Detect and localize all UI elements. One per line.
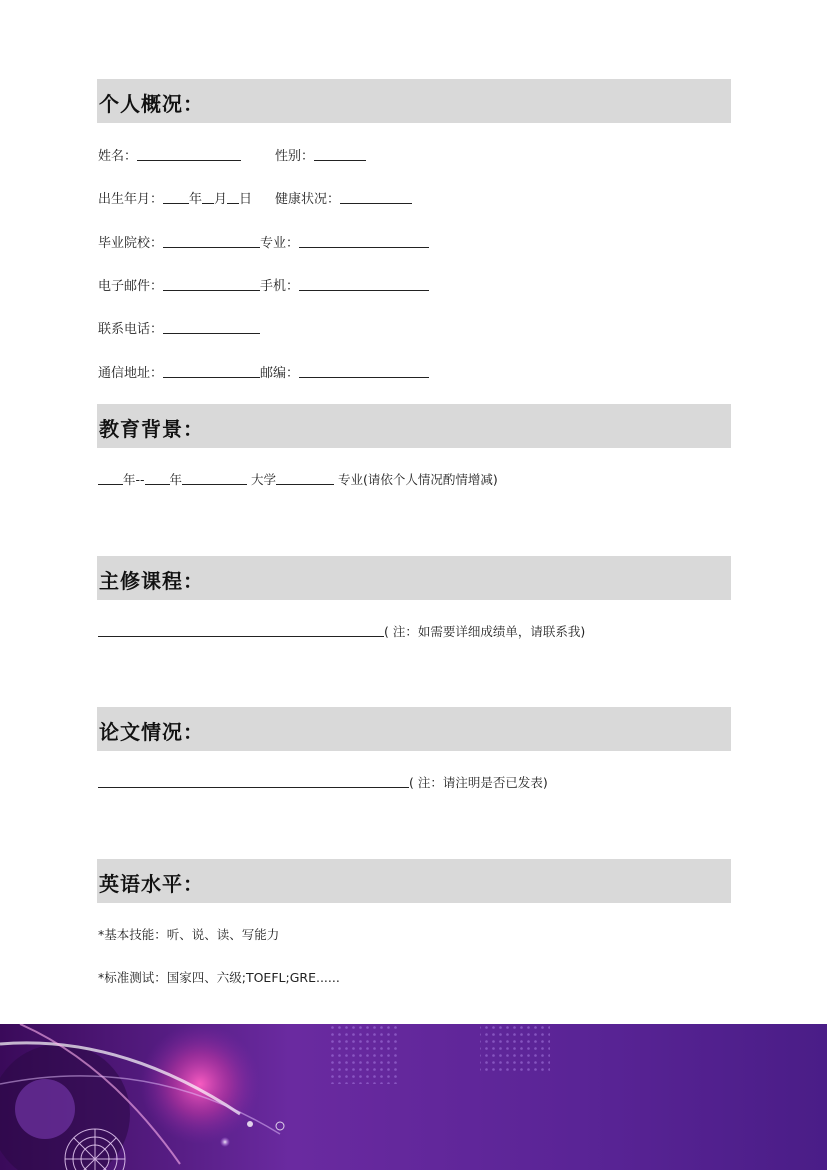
address-blank[interactable] <box>163 365 260 378</box>
zip-label: 邮编： <box>260 366 300 381</box>
courses-blank[interactable] <box>98 624 384 637</box>
mobile-blank[interactable] <box>299 278 429 291</box>
university-label: 大学 <box>251 472 277 487</box>
footer-artwork <box>0 1024 827 1170</box>
section-title-personal: 个人概况： <box>99 92 204 116</box>
section-header-courses <box>97 556 731 600</box>
section-header-personal <box>97 79 731 123</box>
thesis-row <box>98 775 548 791</box>
section-header-thesis <box>97 707 731 751</box>
birth-row <box>98 191 252 208</box>
edu-major-blank[interactable] <box>276 472 334 485</box>
major-label: 专业： <box>260 236 300 251</box>
address-row <box>98 365 429 382</box>
education-row <box>98 472 498 488</box>
birth-year-blank[interactable] <box>163 191 189 204</box>
mobile-label: 手机： <box>260 279 300 294</box>
phone-row <box>98 321 260 338</box>
health-blank[interactable] <box>340 191 412 204</box>
school-blank[interactable] <box>163 235 260 248</box>
name-label: 姓名： <box>98 149 138 164</box>
birth-day-unit: 日 <box>239 192 253 207</box>
health-label: 健康状况： <box>275 192 341 207</box>
school-label: 毕业院校： <box>98 236 164 251</box>
name-blank[interactable] <box>137 148 241 161</box>
section-title-thesis: 论文情况： <box>99 720 204 744</box>
birth-year-unit: 年 <box>189 192 203 207</box>
edu-end-blank[interactable] <box>145 472 170 485</box>
edu-major-note: 专业(请依个人情况酌情增减) <box>338 472 498 487</box>
section-title-courses: 主修课程： <box>99 569 204 593</box>
birth-day-blank[interactable] <box>227 191 239 204</box>
name-row <box>98 148 241 165</box>
gender-row <box>275 148 366 165</box>
section-title-english: 英语水平： <box>99 872 204 896</box>
school-row <box>98 235 429 252</box>
zip-blank[interactable] <box>299 365 429 378</box>
section-header-english <box>97 859 731 903</box>
courses-row <box>98 624 585 640</box>
email-row <box>98 278 429 295</box>
thesis-blank[interactable] <box>98 775 409 788</box>
university-blank[interactable] <box>182 472 247 485</box>
phone-label: 联系电话： <box>98 322 164 337</box>
gender-label: 性别： <box>275 149 315 164</box>
major-blank[interactable] <box>299 235 429 248</box>
edu-start-unit: 年 <box>123 472 136 487</box>
decorative-footer-banner <box>0 1024 827 1170</box>
health-row <box>275 191 412 208</box>
section-title-education: 教育背景： <box>99 417 204 441</box>
english-skills: *基本技能：听、说、读、写能力 <box>98 927 280 942</box>
email-label: 电子邮件： <box>98 279 164 294</box>
edu-start-blank[interactable] <box>98 472 123 485</box>
phone-blank[interactable] <box>163 321 260 334</box>
email-blank[interactable] <box>163 278 260 291</box>
thesis-note: ( 注：请注明是否已发表) <box>409 775 548 790</box>
birth-label: 出生年月： <box>98 192 164 207</box>
english-tests: *标准测试：国家四、六级;TOEFL;GRE...... <box>98 970 340 985</box>
section-header-education <box>97 404 731 448</box>
courses-note: ( 注：如需要详细成绩单，请联系我) <box>384 624 586 639</box>
birth-month-unit: 月 <box>214 192 228 207</box>
edu-dash: -- <box>135 472 145 487</box>
edu-end-unit: 年 <box>169 472 183 487</box>
address-label: 通信地址： <box>98 366 164 381</box>
birth-month-blank[interactable] <box>202 191 214 204</box>
gender-blank[interactable] <box>314 148 366 161</box>
